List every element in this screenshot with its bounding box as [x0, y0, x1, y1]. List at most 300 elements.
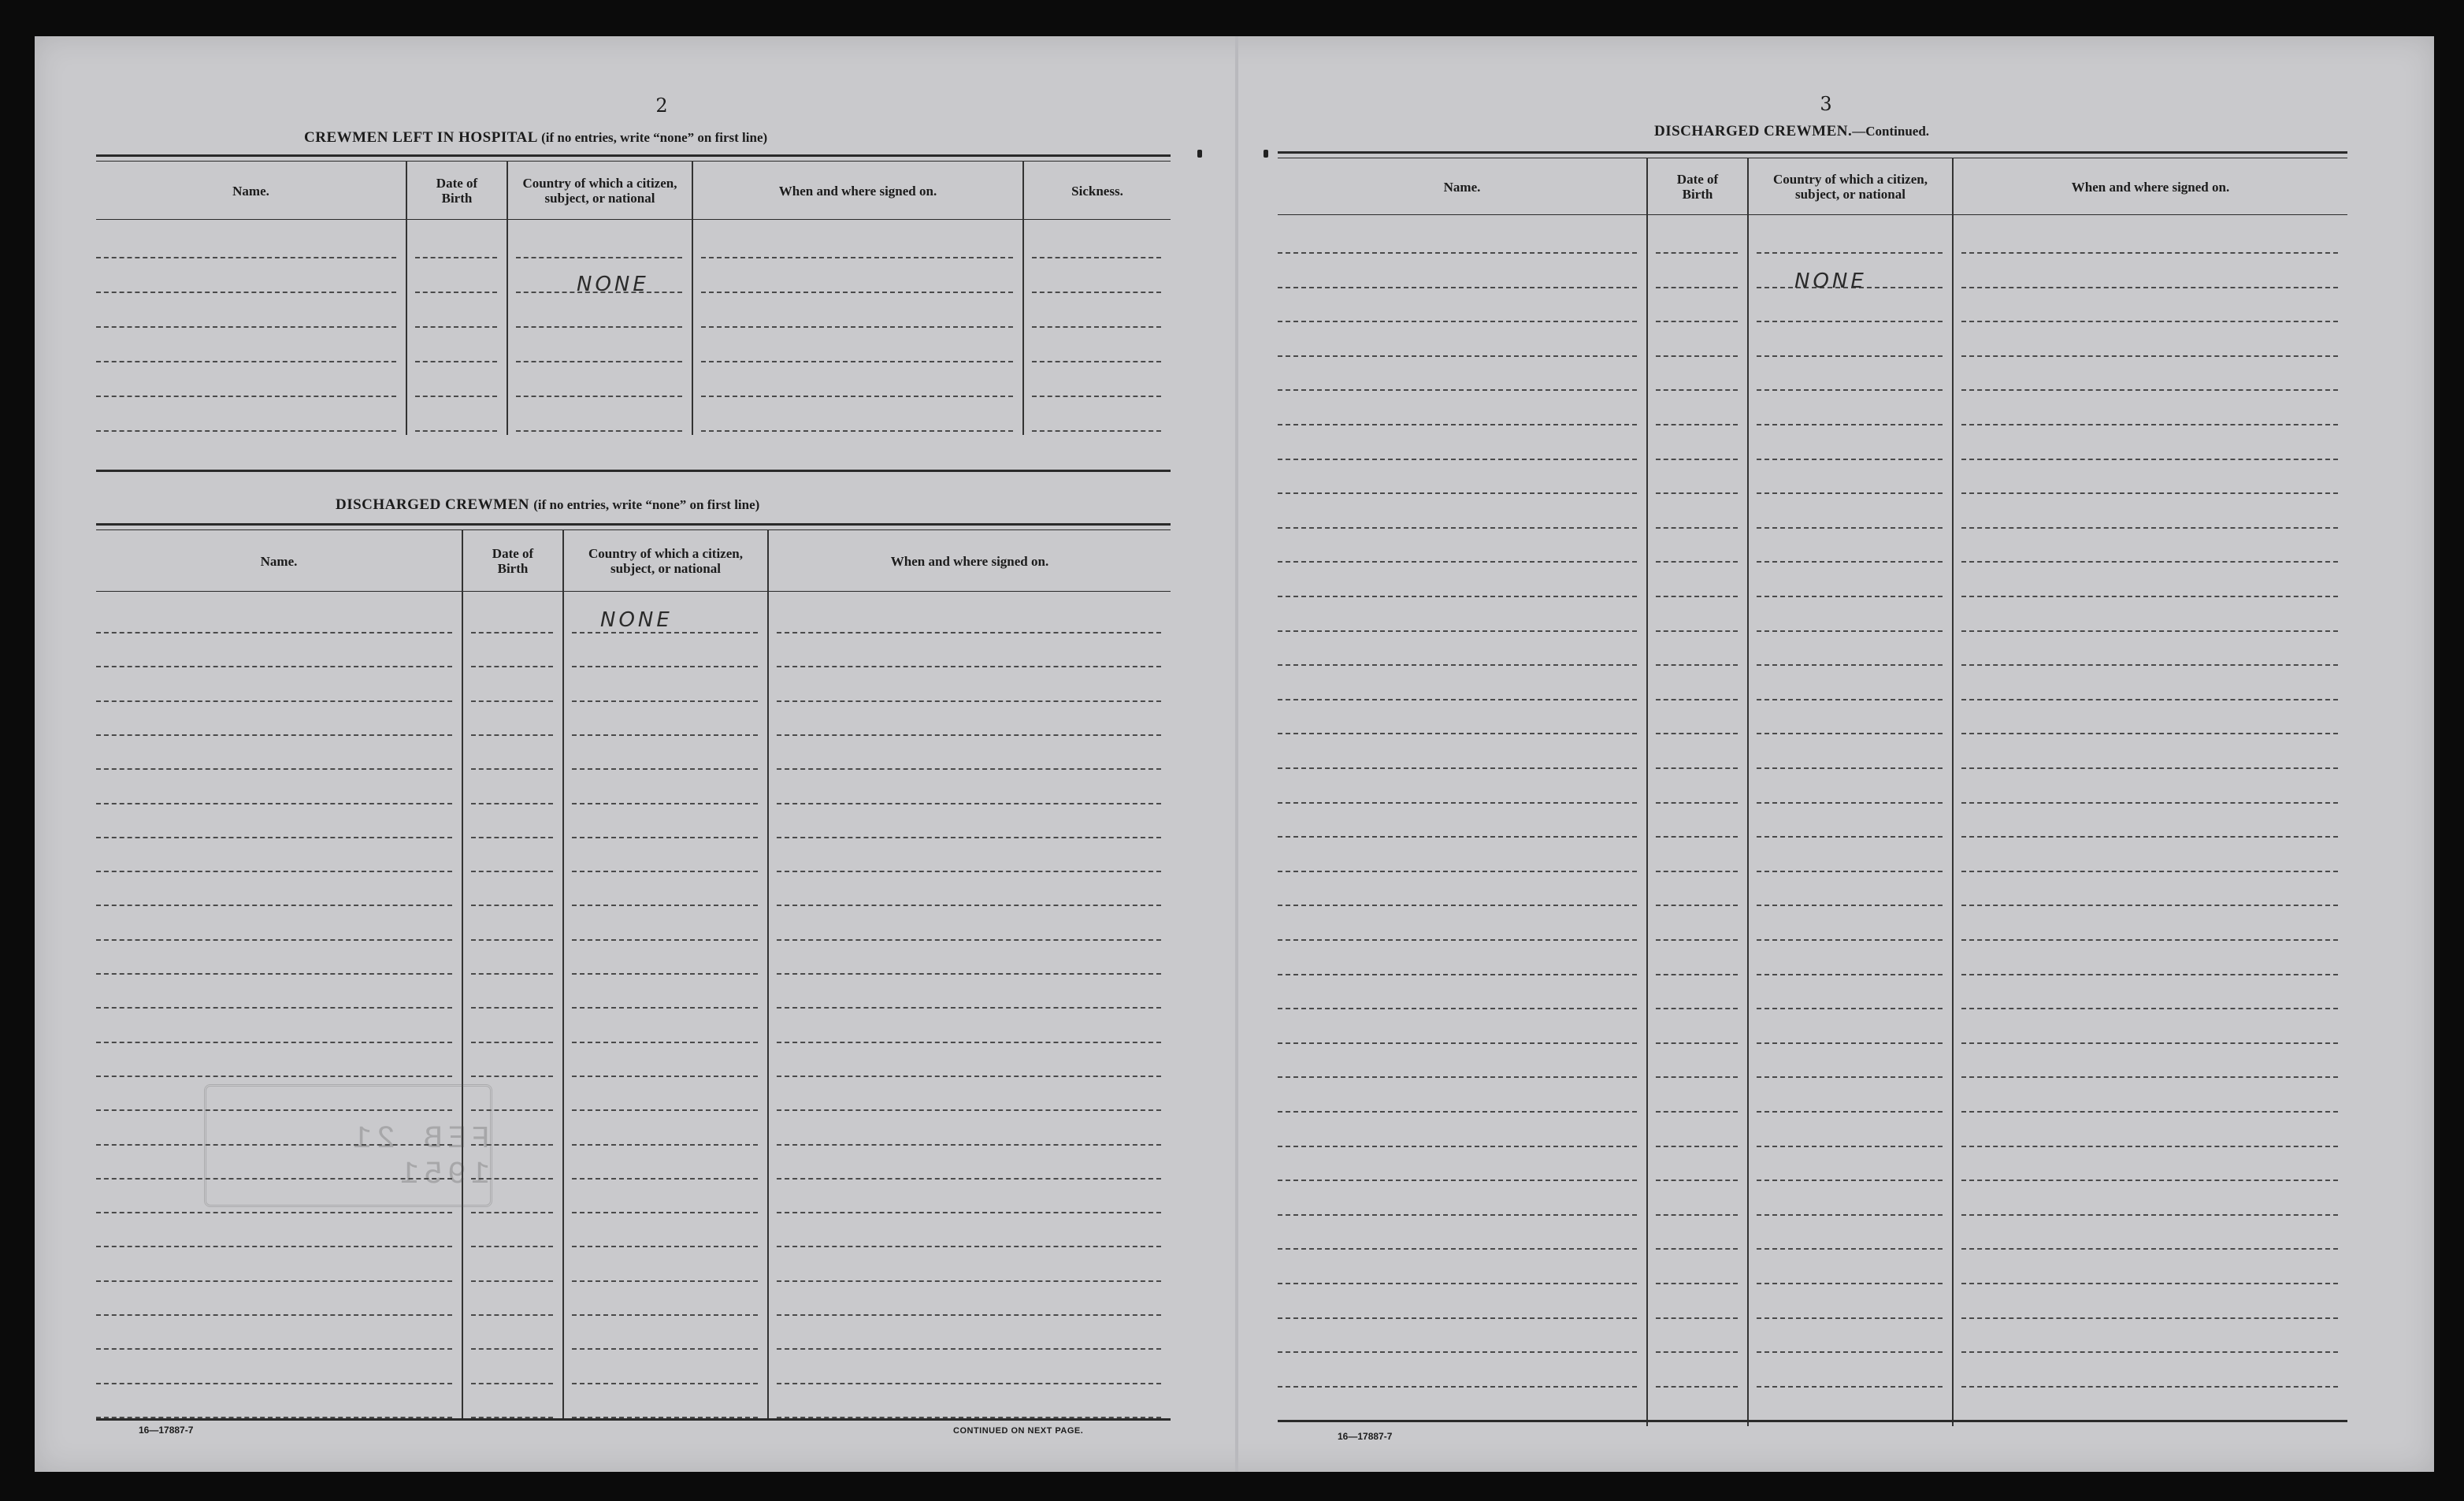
entry-line	[96, 1246, 452, 1247]
entry-line	[777, 1212, 1161, 1213]
entry-line	[96, 396, 396, 397]
entry-line	[1961, 767, 2338, 769]
entry-line	[1961, 836, 2338, 838]
entry-line	[1278, 733, 1637, 734]
entry-line	[1278, 321, 1637, 322]
entry-line	[471, 1212, 553, 1213]
entry-line	[96, 257, 396, 258]
entry-line	[471, 871, 553, 872]
entry-line	[1961, 355, 2338, 357]
discharged-continued-table	[1278, 151, 2347, 1436]
entry-line	[1757, 733, 1943, 734]
entry-line	[1961, 1180, 2338, 1181]
entry-line	[1757, 1180, 1943, 1181]
entry-line	[1757, 596, 1943, 597]
entry-line	[777, 734, 1161, 736]
header-bottom-rule	[96, 591, 1171, 592]
entry-line	[1032, 326, 1161, 328]
entry-line	[1656, 974, 1738, 975]
entry-line	[1278, 1008, 1637, 1009]
column-separator	[562, 529, 564, 1420]
entry-line	[96, 1383, 452, 1384]
entry-line	[1656, 1111, 1738, 1113]
column-header-country: Country of which a citizen, subject, or national	[1773, 172, 1928, 202]
entry-line	[96, 939, 452, 941]
entry-line	[1278, 939, 1637, 941]
entry-line	[572, 1314, 758, 1316]
entry-line	[701, 396, 1013, 397]
entry-line	[1278, 1180, 1637, 1181]
entry-line	[1757, 389, 1943, 391]
entry-line	[777, 700, 1161, 702]
table-top-rule	[96, 523, 1171, 526]
entry-line	[777, 1076, 1161, 1077]
table-top-rule-inner	[96, 529, 1171, 530]
entry-line	[1656, 527, 1738, 529]
entry-line	[572, 632, 758, 633]
entry-line	[1961, 561, 2338, 563]
entry-line	[1757, 1042, 1943, 1044]
entry-line	[1278, 871, 1637, 872]
entry-line	[1757, 974, 1943, 975]
entry-line	[471, 1383, 553, 1384]
entry-line	[471, 905, 553, 906]
entry-line	[1757, 1146, 1943, 1147]
entry-line	[777, 1314, 1161, 1316]
column-header-date-of-birth: Date of Birth	[492, 546, 534, 576]
entry-line	[1656, 1317, 1738, 1319]
entry-line	[1961, 252, 2338, 254]
entry-line	[1961, 1076, 2338, 1078]
entry-line	[572, 871, 758, 872]
entry-line	[516, 430, 682, 432]
entry-line	[1278, 459, 1637, 460]
entry-line	[516, 257, 682, 258]
entry-line	[777, 1246, 1161, 1247]
entry-line	[777, 871, 1161, 872]
entry-line	[777, 1109, 1161, 1111]
entry-line	[1278, 424, 1637, 425]
entry-line	[1278, 1214, 1637, 1216]
form-number: 16—17887-7	[1338, 1431, 1393, 1442]
entry-line	[572, 1042, 758, 1043]
entry-line	[572, 1212, 758, 1213]
entry-line	[471, 666, 553, 667]
entry-line	[1656, 1042, 1738, 1044]
column-separator	[462, 529, 463, 1420]
column-header-name: Name.	[1443, 179, 1481, 195]
entry-line	[1278, 561, 1637, 563]
entry-line	[572, 666, 758, 667]
entry-line	[96, 1007, 452, 1009]
entry-line	[471, 1348, 553, 1350]
entry-line	[516, 326, 682, 328]
entry-line	[1961, 1111, 2338, 1113]
entry-line	[572, 1109, 758, 1111]
entry-line	[572, 768, 758, 770]
entry-line	[1278, 1351, 1637, 1353]
entry-line	[1656, 1214, 1738, 1216]
entry-line	[1656, 905, 1738, 906]
entry-line	[471, 1076, 553, 1077]
entry-line	[777, 837, 1161, 838]
right-page	[1238, 36, 2434, 1472]
entry-line	[1961, 630, 2338, 632]
entry-line	[1278, 287, 1637, 288]
entry-line	[1656, 664, 1738, 666]
entry-line	[1757, 939, 1943, 941]
entry-line	[1757, 1008, 1943, 1009]
table-bottom-rule	[96, 1418, 1171, 1421]
entry-line	[572, 1348, 758, 1350]
entry-line	[572, 1076, 758, 1077]
entry-line	[572, 973, 758, 975]
entry-line	[1656, 1008, 1738, 1009]
entry-line	[1757, 492, 1943, 494]
entry-line	[1961, 424, 2338, 425]
column-header-sickness: Sickness.	[1071, 183, 1123, 199]
entry-line	[1961, 1042, 2338, 1044]
entry-line	[1757, 1283, 1943, 1284]
entry-line	[96, 837, 452, 838]
entry-line	[1757, 424, 1943, 425]
entry-line	[1656, 459, 1738, 460]
entry-line	[1278, 492, 1637, 494]
hospital-table	[96, 154, 1171, 479]
entry-line	[1757, 802, 1943, 804]
entry-line	[1757, 630, 1943, 632]
entry-line	[777, 666, 1161, 667]
entry-line	[1961, 939, 2338, 941]
entry-line	[1656, 492, 1738, 494]
entry-line	[1961, 1283, 2338, 1284]
entry-line	[471, 734, 553, 736]
entry-line	[1757, 1111, 1943, 1113]
entry-line	[1032, 396, 1161, 397]
entry-line	[1961, 1317, 2338, 1319]
column-header-signed-on: When and where signed on.	[2071, 179, 2230, 195]
entry-line	[96, 326, 396, 328]
entry-line	[1656, 561, 1738, 563]
entry-line	[1757, 321, 1943, 322]
entry-line	[1656, 424, 1738, 425]
binder-hole-mark	[1197, 150, 1202, 158]
entry-line	[701, 361, 1013, 362]
entry-line	[1656, 1076, 1738, 1078]
entry-line	[777, 1144, 1161, 1146]
entry-line	[471, 1280, 553, 1282]
column-separator	[767, 529, 769, 1420]
entry-line	[1278, 836, 1637, 838]
table-top-rule	[96, 154, 1171, 157]
table-top-rule-inner	[96, 161, 1171, 162]
entry-line	[1757, 767, 1943, 769]
entry-line	[471, 1417, 553, 1418]
hospital-section-title: CREWMEN LEFT IN HOSPITAL (if no entries, write “none” on first line)	[304, 129, 768, 146]
entry-line	[1961, 1386, 2338, 1388]
handwritten-none: NONE	[1794, 269, 1867, 293]
handwritten-none: NONE	[600, 608, 673, 632]
entry-line	[1656, 596, 1738, 597]
entry-line	[1278, 355, 1637, 357]
discharged-section-title: DISCHARGED CREWMEN (if no entries, write “none” on first line)	[336, 496, 760, 513]
entry-line	[96, 1212, 452, 1213]
entry-line	[1656, 355, 1738, 357]
table-bottom-rule	[1278, 1420, 2347, 1422]
column-separator	[1952, 158, 1954, 1426]
entry-line	[1757, 1214, 1943, 1216]
entry-line	[1278, 1317, 1637, 1319]
entry-line	[96, 1417, 452, 1418]
entry-line	[1961, 389, 2338, 391]
entry-line	[1961, 1351, 2338, 1353]
entry-line	[1656, 287, 1738, 288]
entry-line	[96, 666, 452, 667]
entry-line	[516, 361, 682, 362]
entry-line	[1757, 459, 1943, 460]
faded-stamp: FEB 21 1951	[204, 1084, 492, 1207]
entry-line	[1961, 1146, 2338, 1147]
entry-line	[572, 1246, 758, 1247]
entry-line	[572, 1383, 758, 1384]
entry-line	[96, 361, 396, 362]
entry-line	[1757, 1076, 1943, 1078]
entry-line	[471, 700, 553, 702]
entry-line	[777, 803, 1161, 804]
discharged-table	[96, 523, 1171, 1429]
entry-line	[701, 326, 1013, 328]
entry-line	[1961, 905, 2338, 906]
left-page	[35, 36, 1235, 1472]
entry-line	[96, 1042, 452, 1043]
entry-line	[777, 1042, 1161, 1043]
entry-line	[415, 430, 497, 432]
entry-line	[1757, 1386, 1943, 1388]
entry-line	[572, 1007, 758, 1009]
entry-line	[1656, 1180, 1738, 1181]
entry-line	[1656, 699, 1738, 700]
entry-line	[1757, 355, 1943, 357]
column-header-date-of-birth: Date of Birth	[1676, 172, 1719, 202]
entry-line	[471, 1042, 553, 1043]
page-number: 3	[1820, 93, 1832, 115]
entry-line	[471, 632, 553, 633]
entry-line	[1961, 974, 2338, 975]
column-header-country: Country of which a citizen, subject, or national	[522, 176, 677, 206]
entry-line	[1757, 1248, 1943, 1250]
entry-line	[1656, 1248, 1738, 1250]
entry-line	[572, 1144, 758, 1146]
header-bottom-rule	[96, 219, 1171, 220]
entry-line	[777, 939, 1161, 941]
entry-line	[516, 396, 682, 397]
entry-line	[471, 837, 553, 838]
entry-line	[471, 1246, 553, 1247]
entry-line	[1961, 1214, 2338, 1216]
entry-line	[471, 768, 553, 770]
entry-line	[471, 973, 553, 975]
entry-line	[471, 1007, 553, 1009]
entry-line	[777, 1383, 1161, 1384]
entry-line	[1656, 630, 1738, 632]
column-header-date-of-birth: Date of Birth	[436, 176, 478, 206]
entry-line	[1961, 459, 2338, 460]
entry-line	[415, 326, 497, 328]
entry-line	[1656, 871, 1738, 872]
entry-line	[1032, 430, 1161, 432]
continued-note: CONTINUED ON NEXT PAGE.	[953, 1426, 1084, 1436]
entry-line	[701, 292, 1013, 293]
entry-line	[1961, 802, 2338, 804]
entry-line	[777, 632, 1161, 633]
entry-line	[1757, 561, 1943, 563]
entry-line	[1961, 1008, 2338, 1009]
entry-line	[415, 257, 497, 258]
entry-line	[1961, 492, 2338, 494]
entry-line	[1278, 1283, 1637, 1284]
entry-line	[1656, 733, 1738, 734]
entry-line	[572, 1417, 758, 1418]
entry-line	[1656, 1351, 1738, 1353]
entry-line	[777, 1417, 1161, 1418]
column-separator	[1646, 158, 1648, 1426]
entry-line	[777, 973, 1161, 975]
entry-line	[1278, 252, 1637, 254]
column-header-signed-on: When and where signed on.	[778, 183, 937, 199]
entry-line	[1656, 389, 1738, 391]
entry-line	[701, 430, 1013, 432]
entry-line	[96, 1280, 452, 1282]
entry-line	[1278, 699, 1637, 700]
entry-line	[1278, 905, 1637, 906]
entry-line	[777, 1007, 1161, 1009]
entry-line	[777, 768, 1161, 770]
table-top-rule	[1278, 151, 2347, 154]
entry-line	[1961, 1248, 2338, 1250]
entry-line	[1656, 321, 1738, 322]
entry-line	[1278, 1076, 1637, 1078]
entry-line	[1278, 596, 1637, 597]
entry-line	[415, 361, 497, 362]
entry-line	[1961, 287, 2338, 288]
entry-line	[1757, 699, 1943, 700]
column-header-name: Name.	[232, 183, 269, 199]
entry-line	[96, 1076, 452, 1077]
entry-line	[1757, 871, 1943, 872]
entry-line	[1278, 630, 1637, 632]
entry-line	[96, 803, 452, 804]
entry-line	[1656, 1146, 1738, 1147]
entry-line	[1757, 252, 1943, 254]
entry-line	[1656, 252, 1738, 254]
entry-line	[96, 292, 396, 293]
entry-line	[1757, 527, 1943, 529]
entry-line	[1278, 974, 1637, 975]
entry-line	[777, 1178, 1161, 1180]
entry-line	[777, 905, 1161, 906]
entry-line	[1032, 361, 1161, 362]
entry-line	[471, 1314, 553, 1316]
entry-line	[1278, 802, 1637, 804]
entry-line	[471, 939, 553, 941]
entry-line	[1961, 527, 2338, 529]
entry-line	[1032, 257, 1161, 258]
entry-line	[471, 803, 553, 804]
entry-line	[701, 257, 1013, 258]
column-separator	[1747, 158, 1749, 1426]
entry-line	[1278, 664, 1637, 666]
header-bottom-rule	[1278, 214, 2347, 215]
column-header-country: Country of which a citizen, subject, or national	[588, 546, 743, 576]
entry-line	[1961, 321, 2338, 322]
entry-line	[572, 803, 758, 804]
discharged-continued-title: DISCHARGED CREWMEN.—Continued.	[1654, 123, 1930, 139]
table-bottom-rule	[96, 470, 1171, 472]
entry-line	[96, 430, 396, 432]
entry-line	[1961, 733, 2338, 734]
entry-line	[572, 939, 758, 941]
handwritten-none: NONE	[577, 273, 649, 296]
entry-line	[1656, 1386, 1738, 1388]
entry-line	[1278, 527, 1637, 529]
entry-line	[96, 632, 452, 633]
column-header-name: Name.	[260, 553, 298, 569]
entry-line	[1656, 939, 1738, 941]
column-header-signed-on: When and where signed on.	[890, 553, 1049, 569]
entry-line	[96, 905, 452, 906]
entry-line	[1278, 1146, 1637, 1147]
form-number: 16—17887-7	[139, 1425, 194, 1436]
page-number: 2	[655, 95, 668, 117]
entry-line	[572, 700, 758, 702]
entry-line	[777, 1348, 1161, 1350]
entry-line	[1278, 1111, 1637, 1113]
entry-line	[1961, 699, 2338, 700]
entry-line	[96, 973, 452, 975]
entry-line	[1656, 1283, 1738, 1284]
entry-line	[777, 1280, 1161, 1282]
entry-line	[1757, 1317, 1943, 1319]
entry-line	[96, 700, 452, 702]
entry-line	[1757, 836, 1943, 838]
entry-line	[572, 1280, 758, 1282]
entry-line	[572, 1178, 758, 1180]
entry-line	[1278, 767, 1637, 769]
entry-line	[1278, 1386, 1637, 1388]
entry-line	[572, 734, 758, 736]
entry-line	[1961, 871, 2338, 872]
entry-line	[415, 292, 497, 293]
entry-line	[96, 871, 452, 872]
entry-line	[1656, 802, 1738, 804]
entry-line	[1278, 389, 1637, 391]
entry-line	[572, 905, 758, 906]
entry-line	[1961, 664, 2338, 666]
entry-line	[1757, 664, 1943, 666]
entry-line	[1278, 1248, 1637, 1250]
entry-line	[1961, 596, 2338, 597]
entry-line	[1757, 1351, 1943, 1353]
entry-line	[96, 1314, 452, 1316]
entry-line	[1278, 1042, 1637, 1044]
entry-line	[96, 1348, 452, 1350]
entry-line	[1656, 836, 1738, 838]
entry-line	[572, 837, 758, 838]
entry-line	[415, 396, 497, 397]
entry-line	[1757, 905, 1943, 906]
entry-line	[96, 734, 452, 736]
entry-line	[1032, 292, 1161, 293]
